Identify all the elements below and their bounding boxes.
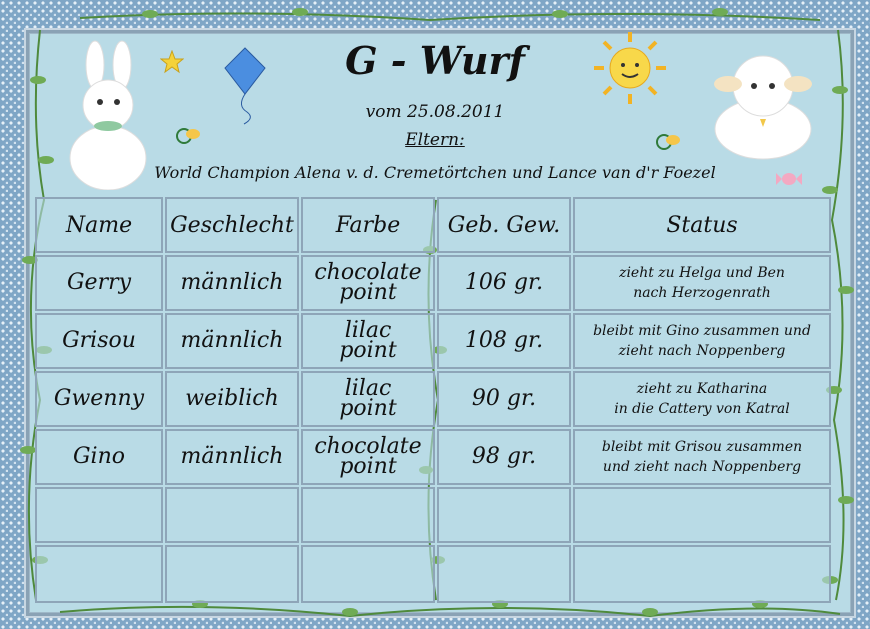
- color-line: point: [339, 396, 397, 421]
- page-title: G - Wurf: [345, 38, 525, 83]
- empty-cell: [573, 545, 831, 603]
- empty-cell: [165, 545, 299, 603]
- cell-status: [573, 255, 831, 311]
- parents-label: Eltern:: [405, 130, 465, 150]
- cell-sex: männlich: [165, 313, 299, 369]
- empty-cell: [35, 487, 163, 543]
- parents-names: World Champion Alena v. d. Cremetörtchen und Lance van d'r Foezel: [154, 163, 716, 182]
- status-line: und zieht nach Noppenberg: [602, 459, 802, 475]
- cell-name: Gerry: [35, 255, 163, 311]
- color-line: lilac: [344, 376, 392, 401]
- empty-cell: [301, 487, 435, 543]
- status-line: zieht zu Katharina: [636, 381, 768, 397]
- empty-cell: [437, 545, 571, 603]
- column-header-name: Name: [35, 197, 163, 253]
- cell-weight: 98 gr.: [437, 429, 571, 485]
- column-header-status: Status: [573, 197, 831, 253]
- cell-color: [301, 429, 435, 485]
- cell-name: Grisou: [35, 313, 163, 369]
- column-header-sex: Geschlecht: [165, 197, 299, 253]
- color-line: point: [339, 280, 397, 305]
- status-line: zieht zu Helga und Ben: [619, 265, 785, 281]
- empty-cell: [35, 545, 163, 603]
- cell-color: [301, 255, 435, 311]
- color-line: point: [339, 338, 397, 363]
- column-header-color: Farbe: [301, 197, 435, 253]
- color-line: chocolate: [314, 260, 422, 285]
- cell-status: [573, 429, 831, 485]
- cell-sex: weiblich: [165, 371, 299, 427]
- empty-cell: [437, 487, 571, 543]
- status-line: zieht nach Noppenberg: [618, 343, 786, 359]
- status-line: bleibt mit Gino zusammen und: [593, 323, 811, 339]
- cell-name: Gwenny: [35, 371, 163, 427]
- litter-table: [34, 196, 832, 606]
- color-line: chocolate: [314, 434, 422, 459]
- litter-date: vom 25.08.2011: [365, 102, 505, 122]
- status-line: in die Cattery von Katral: [614, 401, 790, 417]
- empty-cell: [165, 487, 299, 543]
- color-line: point: [339, 454, 397, 479]
- cell-sex: männlich: [165, 255, 299, 311]
- color-line: lilac: [344, 318, 392, 343]
- empty-cell: [301, 545, 435, 603]
- cell-color: [301, 313, 435, 369]
- cell-sex: männlich: [165, 429, 299, 485]
- cell-status: [573, 371, 831, 427]
- status-line: bleibt mit Grisou zusammen: [601, 439, 803, 455]
- cell-weight: 106 gr.: [437, 255, 571, 311]
- empty-cell: [573, 487, 831, 543]
- cell-weight: 108 gr.: [437, 313, 571, 369]
- cell-name: Gino: [35, 429, 163, 485]
- cell-color: [301, 371, 435, 427]
- column-header-weight: Geb. Gew.: [437, 197, 571, 253]
- cell-weight: 90 gr.: [437, 371, 571, 427]
- status-line: nach Herzogenrath: [633, 285, 771, 301]
- cell-status: [573, 313, 831, 369]
